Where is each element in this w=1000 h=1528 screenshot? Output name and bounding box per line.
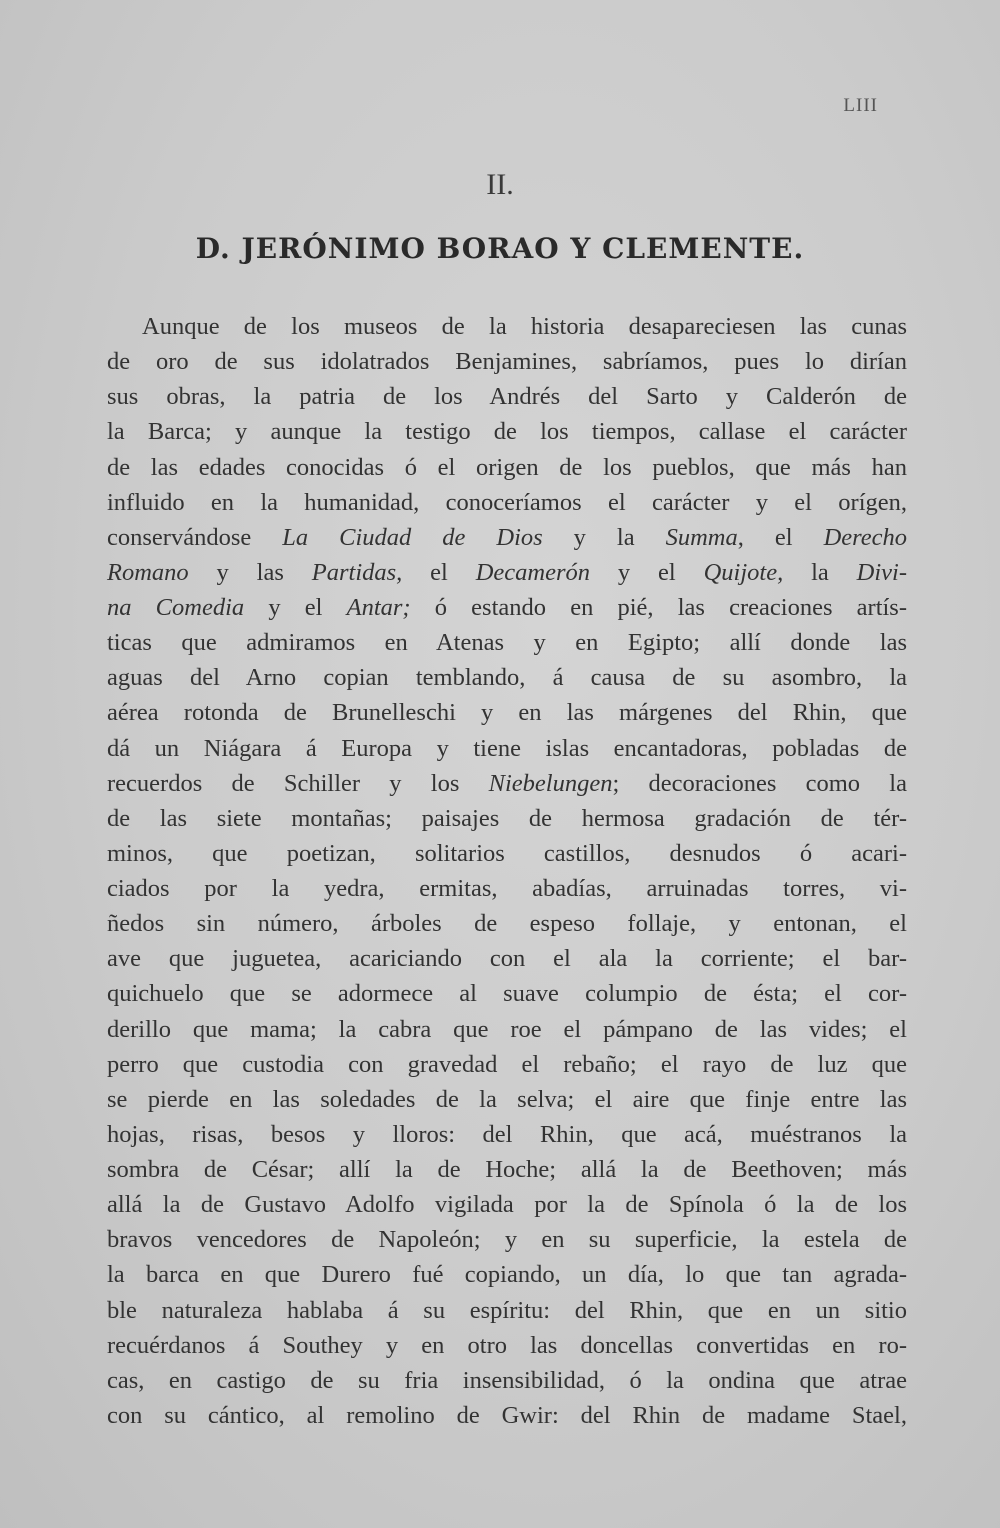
text-run: ñedos sin número, árboles de espeso follaje, y entonan, el xyxy=(107,910,907,938)
text-line xyxy=(107,1222,907,1257)
page-number: LIII xyxy=(843,95,878,116)
text-run: ; decoraciones como la xyxy=(612,769,907,797)
text-run: recuérdanos á Southey y en otro las doncellas convertidas en ro- xyxy=(107,1331,907,1359)
text-run: ticas que admiramos en Atenas y en Egipto; allí donde las xyxy=(107,629,907,657)
text-run: la barca en que Durero fué copiando, un día, lo que tan agrada- xyxy=(107,1261,907,1289)
text-line xyxy=(107,731,907,766)
text-line xyxy=(107,1012,907,1047)
text-run: aérea rotonda de Brunelleschi y en las márgenes del Rhin, que xyxy=(107,699,907,727)
text-line xyxy=(107,906,907,941)
text-line xyxy=(107,625,907,660)
text-line xyxy=(107,450,907,485)
text-line xyxy=(107,520,907,555)
text-line xyxy=(107,1082,907,1117)
body-text xyxy=(107,309,907,1433)
section-number: II. xyxy=(486,168,514,201)
text-run: recuerdos de Schiller y los xyxy=(107,769,489,797)
text-line xyxy=(107,1152,907,1187)
text-line xyxy=(107,309,907,344)
italic-text-run: Derecho xyxy=(823,523,908,551)
italic-text-run: Divi- xyxy=(856,558,907,586)
text-run: ble naturaleza hablaba á su espíritu: del Rhin, que en un sitio xyxy=(107,1296,907,1324)
italic-text-run: Romano xyxy=(107,558,189,586)
text-run: perro que custodia con gravedad el rebaño; el rayo de luz que xyxy=(107,1050,907,1078)
text-run: conservándose xyxy=(107,523,283,551)
text-run: de las edades conocidas ó el origen de los pueblos, que más han xyxy=(107,453,907,481)
text-run: la xyxy=(783,558,857,586)
italic-text-run: Decamerón xyxy=(475,558,591,586)
text-line xyxy=(107,1257,907,1292)
italic-text-run: La Ciudad de Dios xyxy=(282,523,543,551)
text-line xyxy=(107,1328,907,1363)
text-run: y las xyxy=(188,558,312,586)
italic-text-run: Quijote, xyxy=(703,558,784,586)
text-line xyxy=(107,836,907,871)
text-run: bravos vencedores de Napoleón; y en su superficie, la estela de xyxy=(107,1226,907,1254)
text-line xyxy=(107,801,907,836)
text-run: cas, en castigo de su fria insensibilidad, ó la ondina que atrae xyxy=(107,1366,907,1394)
text-line xyxy=(107,1398,907,1433)
text-run: con su cántico, al remolino de Gwir: del Rhin de madame Stael, xyxy=(107,1401,907,1429)
chapter-title: D. JERÓNIMO BORAO Y CLEMENTE. xyxy=(195,232,805,265)
text-run: dá un Niágara á Europa y tiene islas encantadoras, pobladas de xyxy=(107,734,907,762)
text-run: sus obras, la patria de los Andrés del Sarto y Calderón de xyxy=(107,383,907,411)
italic-text-run: na Comedia xyxy=(107,594,245,621)
text-run: Aunque de los museos de la historia desapareciesen las cunas xyxy=(142,313,907,340)
italic-text-run: Antar; xyxy=(346,594,411,621)
text-run: se pierde en las soledades de la selva; el aire que finje entre las xyxy=(107,1085,907,1113)
text-run: ave que juguetea, acariciando con el ala la corriente; el bar- xyxy=(107,945,907,973)
text-line xyxy=(107,1363,907,1398)
text-line xyxy=(107,344,907,379)
text-run: y el xyxy=(244,594,347,621)
text-run: y la xyxy=(542,523,666,551)
text-line xyxy=(107,1293,907,1328)
text-line xyxy=(107,1047,907,1082)
text-run: ciados por la yedra, ermitas, abadías, arruinadas torres, vi- xyxy=(107,875,907,902)
text-line xyxy=(107,766,907,801)
text-line xyxy=(107,695,907,730)
text-line xyxy=(107,941,907,976)
italic-text-run: Summa xyxy=(665,523,738,551)
text-line xyxy=(107,379,907,414)
text-line xyxy=(107,485,907,520)
text-run: influido en la humanidad, conoceríamos el carácter y el orígen, xyxy=(107,488,907,516)
text-line xyxy=(107,871,907,906)
italic-text-run: Niebelungen xyxy=(488,769,613,797)
text-line xyxy=(107,555,907,590)
text-run: , el xyxy=(737,523,824,551)
text-run: aguas del Arno copian temblando, á causa de su asombro, la xyxy=(107,664,907,692)
text-line xyxy=(107,590,907,625)
text-line xyxy=(107,660,907,695)
text-line xyxy=(107,1187,907,1222)
text-run: quichuelo que se adormece al suave columpio de ésta; el cor- xyxy=(107,980,907,1008)
text-line xyxy=(107,976,907,1011)
text-line xyxy=(107,1117,907,1152)
text-run: la Barca; y aunque la testigo de los tiempos, callase el carácter xyxy=(107,418,907,446)
text-run: minos, que poetizan, solitarios castillos, desnudos ó acari- xyxy=(107,839,907,867)
text-run: sombra de César; allí la de Hoche; allá la de Beethoven; más xyxy=(107,1156,907,1183)
text-run: y el xyxy=(590,558,704,586)
text-run: derillo que mama; la cabra que roe el pámpano de las vides; el xyxy=(107,1015,907,1043)
text-run: de las siete montañas; paisajes de hermosa gradación de tér- xyxy=(107,804,907,832)
text-run: allá la de Gustavo Adolfo vigilada por la de Spínola ó la de los xyxy=(107,1191,907,1219)
text-run: el xyxy=(402,558,476,586)
text-run: hojas, risas, besos y lloros: del Rhin, que acá, muéstranos la xyxy=(107,1120,907,1148)
text-run: ó estando en pié, las creaciones artís- xyxy=(410,594,907,621)
text-line xyxy=(107,414,907,449)
italic-text-run: Partidas, xyxy=(311,558,403,586)
text-run: de oro de sus idolatrados Benjamines, sabríamos, pues lo dirían xyxy=(107,348,907,376)
